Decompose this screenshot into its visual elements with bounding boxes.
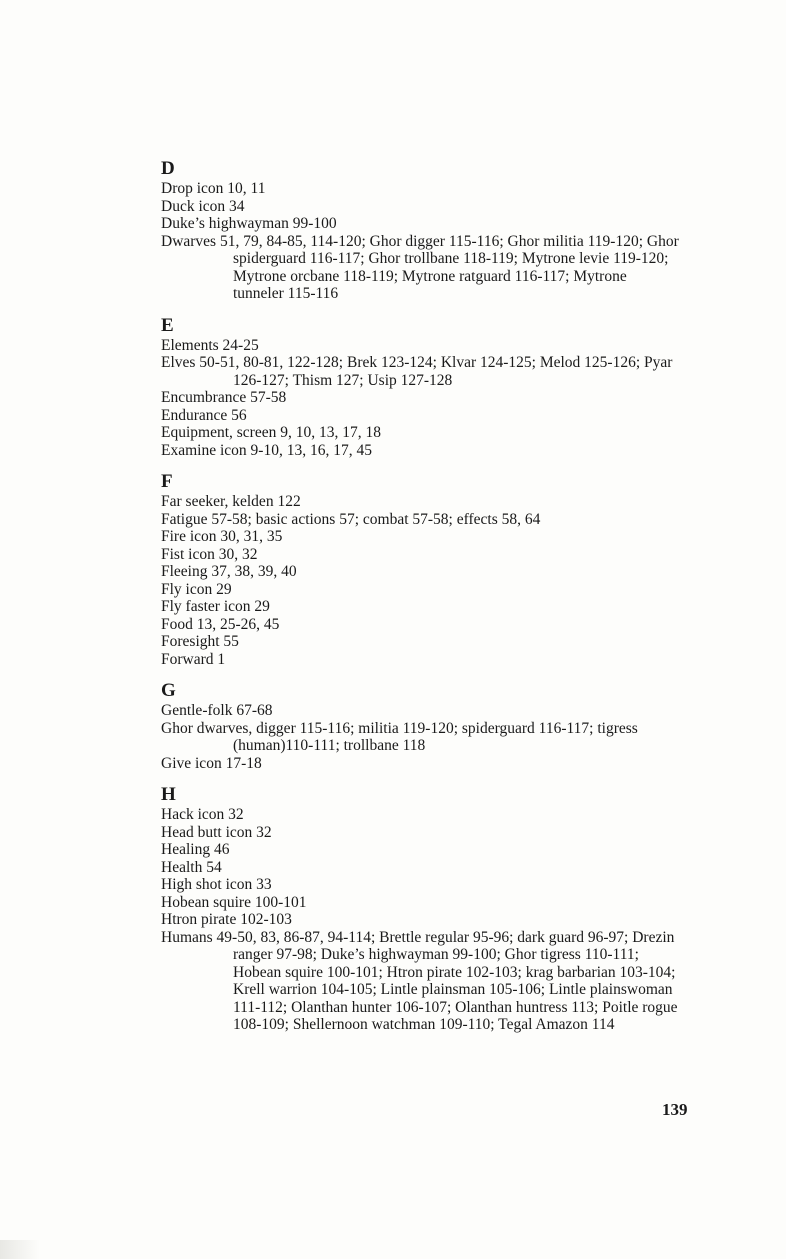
- index-entry: Drop icon 10, 11: [161, 180, 266, 197]
- index-entry: Give icon 17-18: [161, 754, 262, 772]
- section-letter: E: [161, 314, 174, 336]
- index-entry: Head butt icon 32: [161, 823, 272, 841]
- index-column: [161, 158, 681, 1046]
- index-entry: Dwarves 51, 79, 84-85, 114-120; Ghor digger 115-116; Ghor militia 119-120; Ghor spiderguard 116-117; Ghor trollbane 118-119; Mytrone levie 119-120; Mytrone orcbane 118-119; Mytrone ratguard 116-117; Mytrone tunneler 115-116: [161, 232, 679, 302]
- page-number: 139: [662, 1100, 688, 1119]
- index-entry: Fleeing 37, 38, 39, 40: [161, 563, 297, 580]
- index-entry: Health 54: [161, 858, 222, 876]
- index-entry: Fist icon 30, 32: [161, 545, 258, 563]
- section-letter: D: [161, 158, 175, 179]
- index-entry: Encumbrance 57-58: [161, 389, 287, 406]
- section-letter: G: [161, 680, 176, 701]
- index-entry: High shot icon 33: [161, 876, 272, 893]
- index-entry: Endurance 56: [161, 406, 247, 424]
- index-entry: Food 13, 25-26, 45: [161, 615, 280, 633]
- index-entry: Humans 49-50, 83, 86-87, 94-114; Brettle regular 95-96; dark guard 96-97; Drezin ranger 97-98; Duke’s highwayman 99-100; Ghor tigress 110-111; Hobean squire 100-101; Htron pirate 102-103; krag barbarian 103-104; Krell warrion 104-105; Lintle plainsman 105-106; Lintle plainswoman 111-112; Olanthan hunter 106-107; Olanthan huntress 113; Poitle rogue 108-109; Shellernoon watchman 109-110; Tegal Amazon 114: [161, 928, 678, 1033]
- index-entry: Fly faster icon 29: [161, 598, 270, 615]
- index-entry: Elves 50-51, 80-81, 122-128; Brek 123-124; Klvar 124-125; Melod 125-126; Pyar 126-127; Thism 127; Usip 127-128: [161, 354, 673, 389]
- index-entry: Equipment, screen 9, 10, 13, 17, 18: [161, 424, 381, 441]
- index-entry: Htron pirate 102-103: [161, 911, 292, 928]
- index-entry: Hack icon 32: [161, 806, 244, 823]
- index-entry: Gentle-folk 67-68: [161, 702, 273, 719]
- index-entry: Fatigue 57-58; basic actions 57; combat 57-58; effects 58, 64: [161, 510, 541, 528]
- index-entry: Fly icon 29: [161, 580, 232, 598]
- index-entry: Far seeker, kelden 122: [161, 493, 301, 510]
- index-section-f: [161, 471, 681, 668]
- index-entry: Hobean squire 100-101: [161, 893, 307, 911]
- index-entry: Duke’s highwayman 99-100: [161, 215, 337, 232]
- index-section-g: [161, 680, 681, 772]
- index-entry: Foresight 55: [161, 633, 239, 650]
- index-entry: Examine icon 9-10, 13, 16, 17, 45: [161, 441, 372, 459]
- section-letter: H: [161, 784, 176, 805]
- page-edge-shadow: [0, 1240, 40, 1259]
- index-entry: Elements 24-25: [161, 336, 259, 354]
- index-entry: Fire icon 30, 31, 35: [161, 528, 283, 545]
- index-section-e: [161, 315, 681, 460]
- index-entry: Forward 1: [161, 650, 226, 668]
- index-entry: Duck icon 34: [161, 197, 245, 215]
- index-entry: Healing 46: [161, 841, 230, 858]
- index-section-d: [161, 158, 681, 303]
- section-letter: F: [161, 471, 173, 492]
- index-entry: Ghor dwarves, digger 115-116; militia 119-120; spiderguard 116-117; tigress (human)110-111; trollbane 118: [161, 719, 638, 754]
- index-section-h: [161, 784, 681, 1034]
